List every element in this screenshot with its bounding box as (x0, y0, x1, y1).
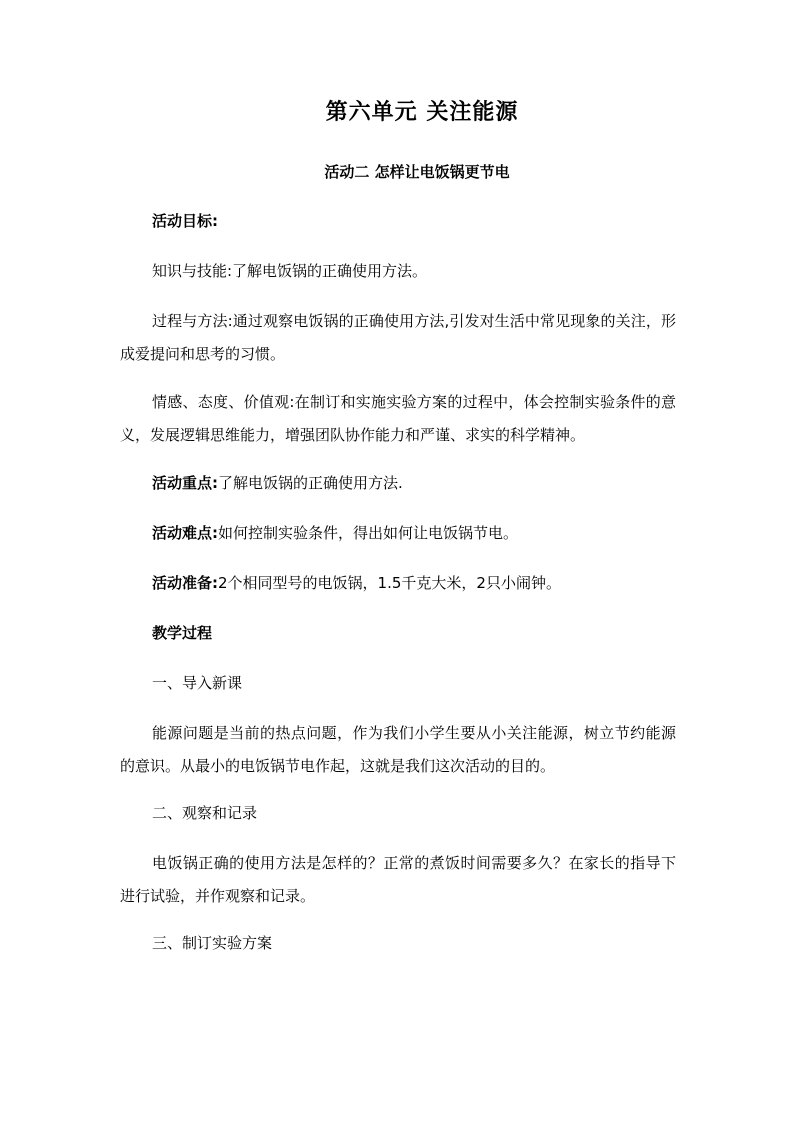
section2-text: 电饭锅正确的使用方法是怎样的？正常的煮饭时间需要多久？在家长的指导下进行试验，并作观察和记录。 (120, 854, 676, 905)
objective-process: 过程与方法:通过观察电饭锅的正确使用方法,引发对生活中常见现象的关注，形成爱提问和思考的习惯。 (120, 312, 676, 363)
difficulty-text: 如何控制实验条件，得出如何让电饭锅节电。 (218, 524, 519, 542)
objectives-heading: 活动目标: (152, 212, 218, 230)
key-point-text: 了解电饭锅的正确使用方法. (218, 474, 403, 492)
objective-knowledge: 知识与技能:了解电饭锅的正确使用方法。 (152, 262, 428, 280)
document-title: 第六单元 关注能源 (325, 99, 519, 125)
section2-heading: 二、观察和记录 (152, 804, 258, 822)
objective-emotion: 情感、态度、价值观:在制订和实施实验方案的过程中，体会控制实验条件的意义，发展逻辑思维能力，增强团队协作能力和严谨、求实的科学精神。 (120, 393, 676, 444)
preparation (120, 567, 676, 600)
difficulty-label: 活动难点: (152, 524, 218, 542)
section1-heading: 一、导入新课 (152, 674, 243, 692)
process-heading: 教学过程 (152, 624, 213, 642)
section1-text: 能源问题是当前的热点问题，作为我们小学生要从小关注能源，树立节约能源的意识。从最小的电饭锅节电作起，这就是我们这次活动的目的。 (120, 724, 676, 775)
difficulty (120, 517, 676, 550)
preparation-label: 活动准备: (152, 574, 218, 592)
preparation-text: 2个相同型号的电饭锅，1.5千克大米，2只小闹钟。 (218, 574, 561, 592)
key-point (120, 467, 676, 500)
section3-heading: 三、制订实验方案 (152, 934, 273, 952)
key-point-label: 活动重点: (152, 474, 218, 492)
activity-subtitle: 活动二 怎样让电饭锅更节电 (324, 163, 510, 181)
